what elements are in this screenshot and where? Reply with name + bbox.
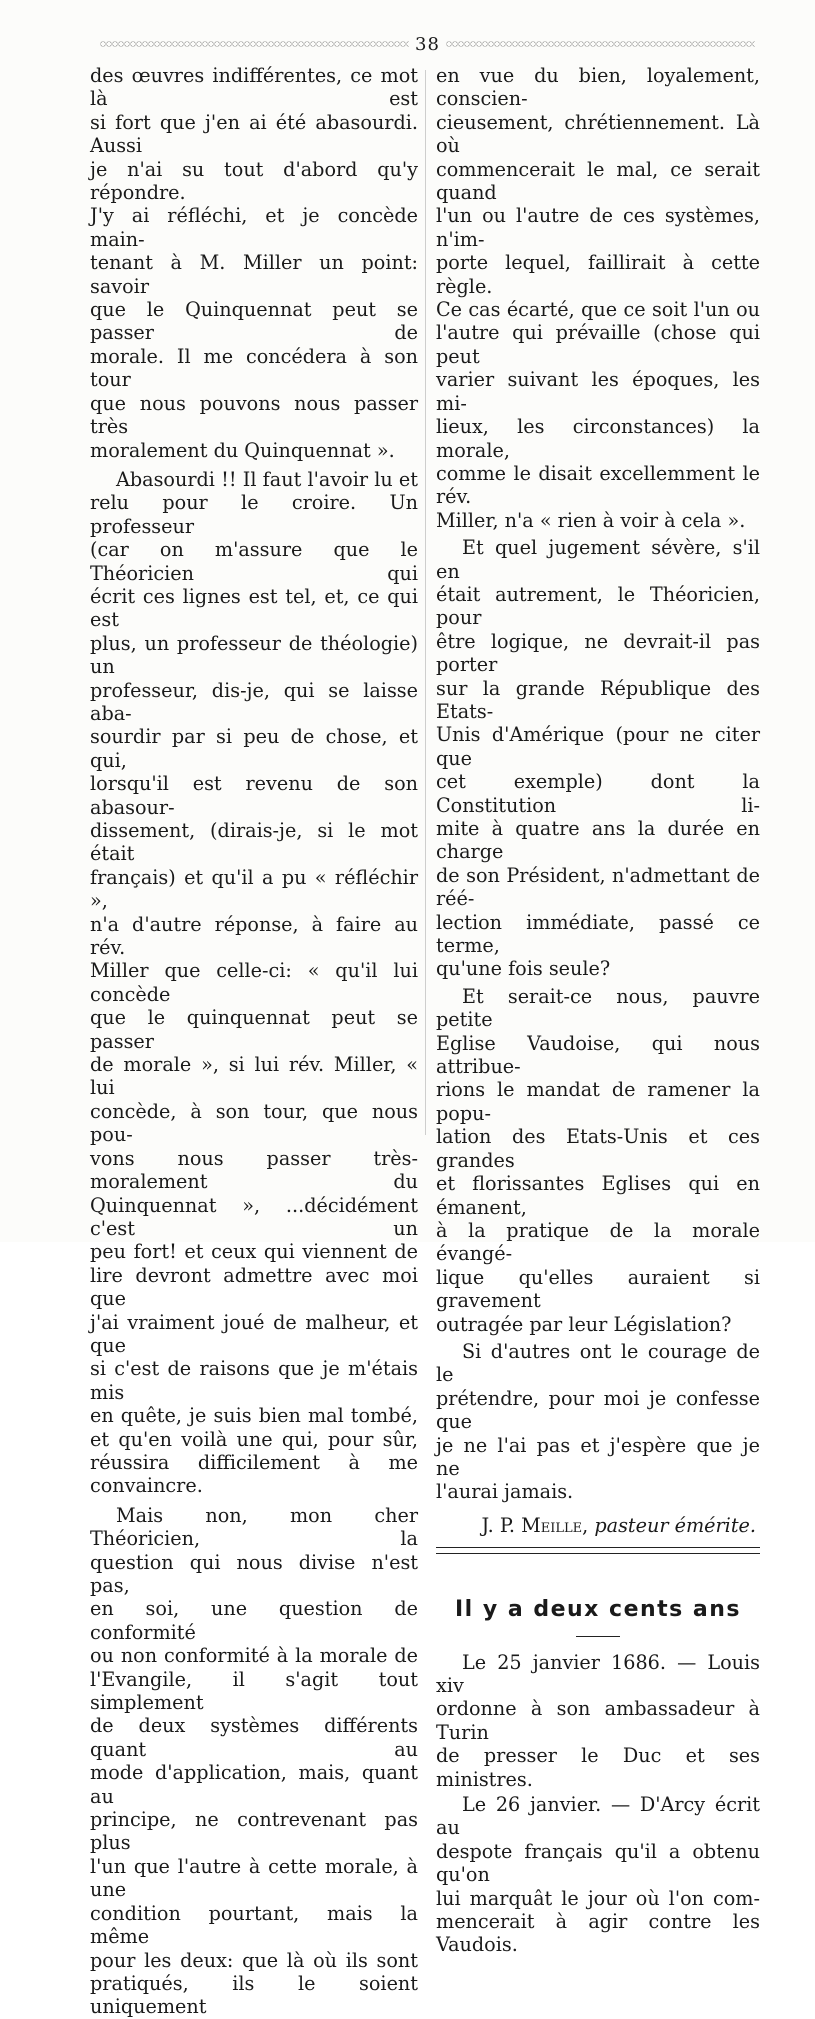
page-number: 38 (415, 33, 440, 55)
text-line: l'un que l'autre à cette morale, à une (90, 1854, 418, 1902)
column-divider (425, 70, 426, 1135)
text-line: Miller que celle-ci: « qu'il lui concède (90, 959, 418, 1006)
text-line: et qu'en voilà une qui, pour sûr, (90, 1427, 418, 1451)
text-line: en soi, une question de conformité (90, 1597, 418, 1644)
section-divider (436, 1547, 760, 1554)
text-line: cieusement, chrétiennement. Là où (436, 110, 760, 158)
text-line: que nous pouvons nous passer très (90, 391, 418, 439)
text-line: n'a d'autre réponse, à faire au rév. (90, 912, 418, 960)
text-line: tenant à M. Miller un point: savoir (90, 251, 418, 298)
text-line: à la pratique de la morale évangé- (436, 1218, 760, 1266)
text-line: de deux systèmes différents quant au (90, 1714, 418, 1761)
signature (436, 1514, 760, 1537)
text-line: lui marquât le jour où l'on com- (436, 1886, 760, 1910)
paragraph (90, 64, 418, 462)
text-line: si fort que j'en ai été abasourdi. Aussi (90, 110, 418, 158)
text-line: Le 25 janvier 1686. — Louis xiv (436, 1650, 760, 1697)
text-line: si c'est de raisons que je m'étais mis (90, 1357, 418, 1404)
left-column (90, 64, 418, 2019)
text-line: je ne l'ai pas et j'espère que je ne (436, 1433, 760, 1480)
text-line: en vue du bien, loyalement, conscien- (436, 64, 760, 111)
text-line: mode d'application, mais, quant au (90, 1761, 418, 1808)
text-line: réussira difficilement à me convaincre. (90, 1450, 418, 1498)
header-ornament-left (100, 41, 409, 47)
paragraph (436, 1340, 760, 1504)
text-line: l'aurai jamais. (436, 1480, 574, 1504)
text-line: (car on m'assure que le Théoricien qui (90, 538, 418, 585)
text-line: Et serait-ce nous, pauvre petite (436, 984, 760, 1032)
text-line: de son Président, n'admettant de réé- (436, 863, 760, 911)
text-line: varier suivant les époques, les mi- (436, 368, 760, 415)
text-line: lieux, les circonstances) la morale, (436, 415, 760, 462)
text-line: de presser le Duc et ses ministres. (436, 1744, 760, 1791)
text-line: Le 26 janvier. — D'Arcy écrit au (436, 1793, 760, 1840)
text-line: Eglise Vaudoise, qui nous attribue- (436, 1031, 760, 1079)
paragraph (436, 1651, 760, 1791)
paragraph (436, 64, 760, 532)
text-line: je n'ai su tout d'abord qu'y répondre. (90, 157, 418, 205)
text-line: français) et qu'il a pu « réfléchir », (90, 865, 418, 913)
text-line: peu fort! et ceux qui viennent de (90, 1240, 418, 1264)
text-line: lection immédiate, passé ce terme, (436, 910, 760, 958)
text-line: prétendre, pour moi je confesse que (436, 1386, 760, 1434)
paragraph (90, 468, 418, 1498)
text-line: lire devront admettre avec moi que (90, 1263, 418, 1311)
section-title: Il y a deux cents ans (454, 1597, 742, 1623)
text-line: Ce cas écarté, que ce soit l'un ou (436, 298, 760, 322)
text-line: despote français qu'il a obtenu qu'on (436, 1839, 760, 1887)
text-line: pour les deux: que là où ils sont (90, 1948, 418, 1972)
text-line: question qui nous divise n'est pas, (90, 1550, 418, 1597)
text-line: rions le mandat de ramener la popu- (436, 1078, 760, 1125)
text-line: l'autre qui prévaille (chose qui peut (436, 321, 760, 368)
text-line: ordonne à son ambassadeur à Turin (436, 1697, 760, 1744)
text-line: Abasourdi !! Il faut l'avoir lu et (116, 467, 418, 491)
text-line: plus, un professeur de théologie) un (90, 631, 418, 679)
text-line: Et quel jugement sévère, s'il en (436, 536, 760, 583)
text-line: commencerait le mal, ce serait quand (436, 157, 760, 205)
text-line: morale. Il me concédera à son tour (90, 344, 418, 392)
header-ornament-right (446, 41, 755, 47)
text-line: que le quinquennat peut se passer (90, 1006, 418, 1053)
text-line: principe, ne contrevenant pas plus (90, 1808, 418, 1855)
page-header (100, 34, 755, 54)
text-line: concède, à son tour, que nous pou- (90, 1099, 418, 1147)
text-line: condition pourtant, mais la même (90, 1901, 418, 1949)
text-line: des œuvres indifférentes, ce mot là est (90, 64, 418, 111)
text-line: Quinquennat », ...décidément c'est un (90, 1193, 418, 1240)
text-line: lorsqu'il est revenu de son abasour- (90, 772, 418, 819)
text-line: J'y ai réfléchi, et je concède main- (90, 204, 418, 251)
text-line: pratiqués, ils le soient uniquement (90, 1971, 418, 2019)
text-line: lation des Etats-Unis et ces grandes (436, 1125, 760, 1172)
text-line: sur la grande République des Etats- (436, 676, 760, 723)
text-line: de morale », si lui rév. Miller, « lui (90, 1053, 418, 1100)
text-line: Si d'autres ont le courage de le (436, 1339, 760, 1387)
paragraph (436, 985, 760, 1336)
paragraph (90, 1504, 418, 2019)
text-line: Mais non, mon cher Théoricien, la (90, 1503, 418, 1551)
text-line: porte lequel, faillirait à cette règle. (436, 251, 760, 298)
text-line: mencerait à agir contre les Vaudois. (436, 1910, 760, 1957)
text-line: dissement, (dirais-je, si le mot était (90, 819, 418, 866)
text-line: lique qu'elles auraient si gravement (436, 1265, 760, 1313)
text-line: et florissantes Eglises qui en émanent, (436, 1172, 760, 1219)
paragraph (436, 1793, 760, 1957)
title-underline (576, 1636, 620, 1637)
text-line: cet exemple) dont la Constitution li- (436, 770, 760, 817)
paragraph (436, 536, 760, 981)
text-line: être logique, ne devrait-il pas porter (436, 629, 760, 677)
text-line: l'un ou l'autre de ces systèmes, n'im- (436, 204, 760, 251)
text-line: j'ai vraiment joué de malheur, et que (90, 1310, 418, 1357)
text-line: en quête, je suis bien mal tombé, (90, 1404, 418, 1428)
text-line: ou non conformité à la morale de (90, 1644, 418, 1668)
text-line: vons nous passer très-moralement du (90, 1146, 418, 1194)
text-line: relu pour le croire. Un professeur (90, 491, 418, 538)
text-line: que le Quinquennat peut se passer de (90, 298, 418, 345)
author-title: pasteur émérite. (594, 1513, 756, 1537)
text-line: mite à quatre ans la durée en charge (436, 817, 760, 864)
text-line: Unis d'Amérique (pour ne citer que (436, 723, 760, 770)
text-line: Miller, n'a « rien à voir à cela ». (436, 508, 746, 532)
text-line: comme le disait excellemment le rév. (436, 461, 760, 509)
text-line: écrit ces lignes est tel, et, ce qui est (90, 584, 418, 632)
text-line: moralement du Quinquennat ». (90, 438, 395, 462)
right-column (436, 64, 760, 1957)
text-line: était autrement, le Théoricien, pour (436, 582, 760, 630)
text-line: professeur, dis-je, qui se laisse aba- (90, 678, 418, 725)
text-line: l'Evangile, il s'agit tout simplement (90, 1667, 418, 1715)
text-line: sourdir par si peu de chose, et qui, (90, 725, 418, 772)
author-name: J. P. Meille, (481, 1513, 589, 1537)
text-line: outragée par leur Législation? (436, 1312, 732, 1336)
text-line: qu'une fois seule? (436, 957, 611, 981)
